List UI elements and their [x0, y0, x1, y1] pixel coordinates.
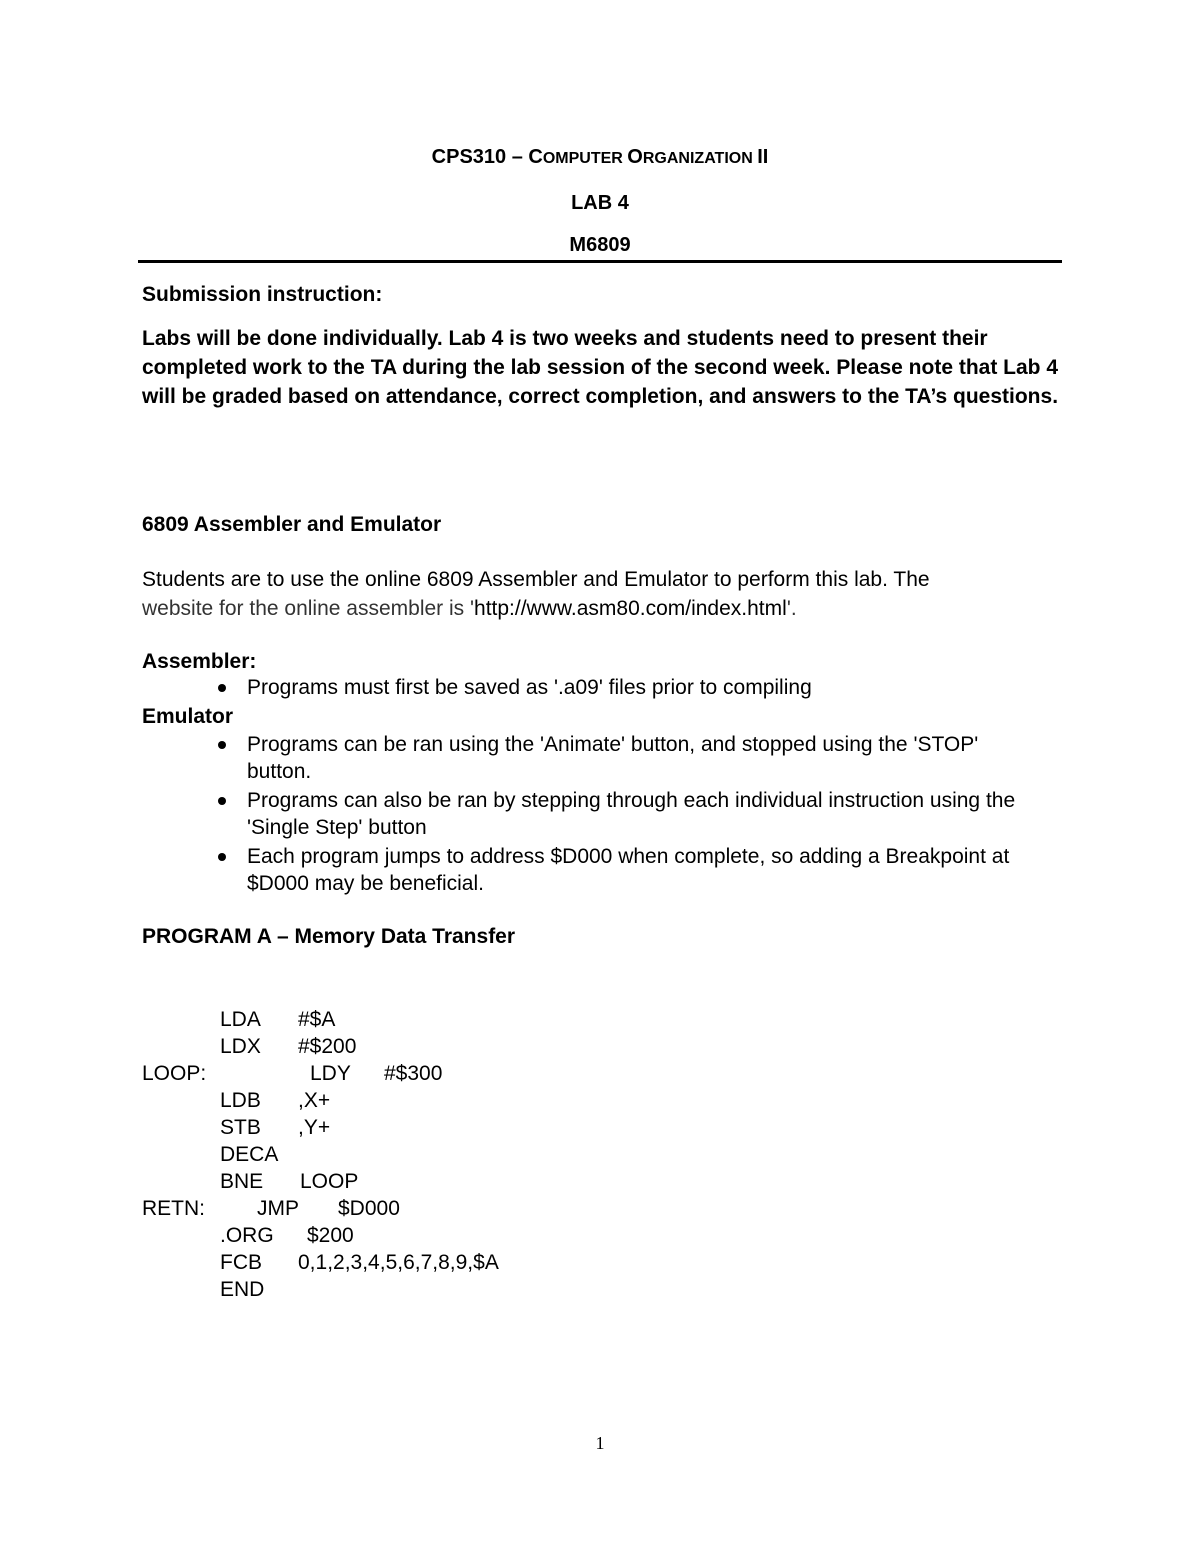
code-line: [142, 1087, 842, 1114]
assembler-heading: Assembler:: [142, 650, 257, 673]
intro-line-2: website for the online assembler is ': [142, 597, 475, 620]
code-operand: LOOP: [300, 1170, 359, 1193]
course-code: CPS310 –: [431, 146, 529, 168]
code-line: [142, 1141, 842, 1168]
bullet-icon: [218, 853, 226, 861]
page-number: 1: [595, 1433, 605, 1453]
code-opcode: LDX: [220, 1035, 261, 1058]
program-a-code: [142, 1006, 842, 1303]
bullet-icon: [218, 684, 226, 692]
assembler-intro: [142, 565, 1072, 623]
list-item: [142, 843, 1022, 897]
code-line: [142, 1006, 842, 1033]
code-operand: $200: [307, 1224, 354, 1247]
code-operand: ,Y+: [298, 1116, 331, 1139]
code-line: [142, 1222, 842, 1249]
code-opcode: FCB: [220, 1251, 262, 1274]
intro-line-end: '.: [786, 597, 797, 620]
code-line: [142, 1249, 842, 1276]
code-line: [142, 1276, 842, 1303]
code-opcode: JMP: [257, 1197, 299, 1220]
list-item: [142, 674, 1022, 701]
code-opcode: BNE: [220, 1170, 264, 1193]
list-item-text: Programs must first be saved as '.a09' files prior to compiling: [247, 676, 812, 699]
code-label: RETN:: [142, 1197, 205, 1220]
code-opcode: LDY: [310, 1062, 351, 1085]
code-operand: #$300: [384, 1062, 443, 1085]
title-letter-c: C: [528, 146, 543, 168]
list-item-text: Programs can be ran using the 'Animate' button, and stopped using the 'STOP' button.: [247, 733, 979, 783]
code-line: [142, 1114, 842, 1141]
list-item: [142, 731, 1022, 785]
code-operand: 0,1,2,3,4,5,6,7,8,9,$A: [298, 1251, 499, 1274]
assembler-emulator-heading: 6809 Assembler and Emulator: [142, 513, 442, 536]
list-item-text: Each program jumps to address $D000 when complete, so adding a Breakpoint at $D000 may be beneficial.: [247, 845, 1010, 895]
code-opcode: LDA: [220, 1008, 261, 1031]
lab-chip: M6809: [569, 234, 631, 256]
code-opcode: STB: [220, 1116, 261, 1139]
title-word-rganization: RGANIZATION: [642, 150, 758, 167]
assembler-list: [142, 674, 1022, 703]
intro-line-1: Students are to use the online 6809 Assembler and Emulator to perform this lab. The: [142, 568, 930, 591]
list-item-text: Programs can also be ran by stepping through each individual instruction using the 'Single Step' button: [247, 789, 1016, 839]
assembler-url: http://www.asm80.com/index.html: [474, 597, 787, 620]
code-opcode: LDB: [220, 1089, 261, 1112]
code-opcode: DECA: [220, 1143, 279, 1166]
emulator-list: [142, 731, 1022, 899]
code-operand: #$200: [298, 1035, 357, 1058]
list-item: [142, 787, 1022, 841]
title-letter-o: O: [627, 146, 643, 168]
lab-number: LAB 4: [571, 192, 629, 214]
code-opcode: END: [220, 1278, 265, 1301]
bullet-icon: [218, 741, 226, 749]
code-line: [142, 1168, 842, 1195]
program-a-heading: PROGRAM A – Memory Data Transfer: [142, 925, 516, 948]
header-divider: [138, 260, 1062, 263]
page-title: [0, 145, 1200, 171]
title-word-omputer: OMPUTER: [542, 150, 628, 167]
code-operand: #$A: [298, 1008, 336, 1031]
code-line: [142, 1195, 842, 1222]
code-operand: $D000: [338, 1197, 400, 1220]
code-opcode: .ORG: [220, 1224, 274, 1247]
bullet-icon: [218, 797, 226, 805]
code-line: [142, 1060, 842, 1087]
code-operand: ,X+: [298, 1089, 331, 1112]
submission-heading: Submission instruction:: [142, 283, 383, 306]
submission-body: Labs will be done individually. Lab 4 is two weeks and students need to present their completed work to the TA during the lab session of the second week. Please note that Lab 4 will be graded based on attendance, correct completion, and answers to the TA’s questions.: [142, 327, 1059, 408]
code-label: LOOP:: [142, 1062, 207, 1085]
title-numeral: II: [757, 146, 769, 168]
code-line: [142, 1033, 842, 1060]
emulator-heading: Emulator: [142, 705, 234, 728]
